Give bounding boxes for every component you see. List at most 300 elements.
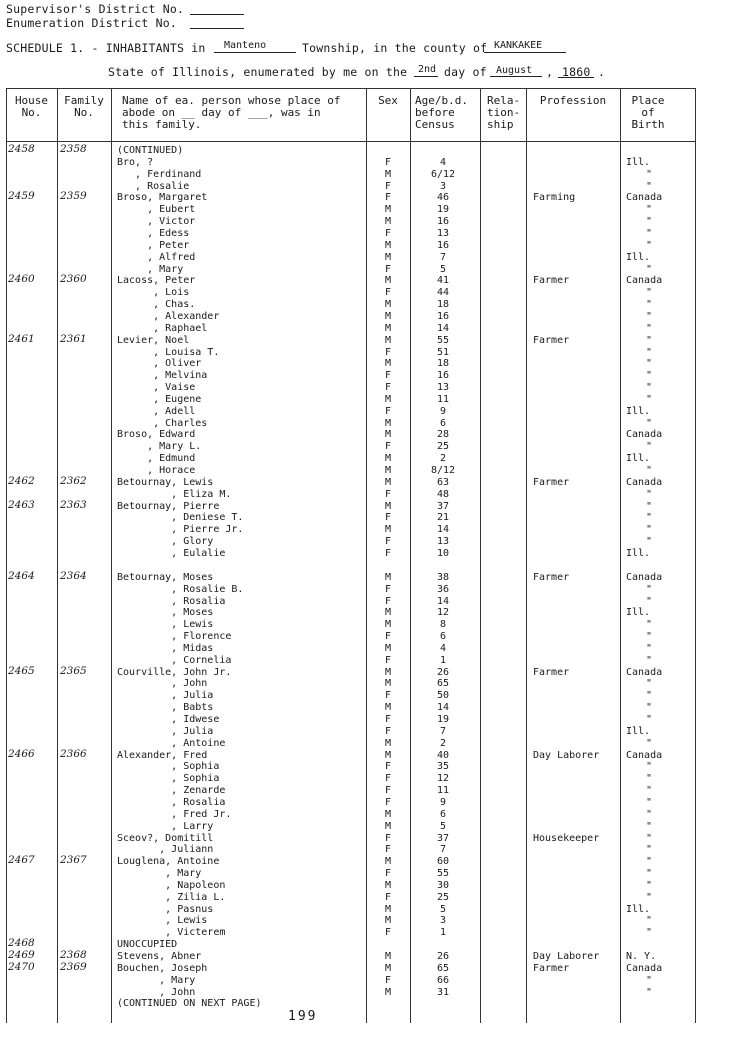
cell-age: 13 xyxy=(436,382,450,393)
cell-house: 2467 xyxy=(8,854,35,867)
cell-age: 18 xyxy=(436,358,450,370)
cell-age: 12 xyxy=(436,773,450,785)
cell-birth: " xyxy=(646,595,653,607)
cell-birth: " xyxy=(646,773,653,785)
cell-age: 2 xyxy=(439,737,447,749)
cell-house: 2459 xyxy=(8,190,35,203)
cell-sex: M xyxy=(384,334,392,346)
cell-name: , John xyxy=(117,986,196,998)
cell-name: , Florence xyxy=(117,631,232,642)
cell-house: 2458 xyxy=(8,143,35,155)
cell-age: 46 xyxy=(436,192,450,204)
cell-family: 2366 xyxy=(60,747,87,760)
year-comma: , xyxy=(546,65,554,79)
cell-sex: M xyxy=(384,275,392,287)
cell-birth: " xyxy=(646,263,653,275)
cell-birth: " xyxy=(646,642,653,654)
cell-name: , Victor xyxy=(117,216,196,228)
cell-sex: F xyxy=(384,725,392,737)
cell-sex: M xyxy=(384,607,392,619)
cell-birth: Ill. xyxy=(626,453,651,465)
cell-sex: F xyxy=(384,927,392,939)
cell-name: (CONTINUED) xyxy=(117,145,184,156)
cell-birth: " xyxy=(646,239,653,251)
col-divider-5 xyxy=(480,88,481,1023)
cell-sex: F xyxy=(384,370,392,382)
cell-birth: " xyxy=(646,204,653,216)
cell-house: 2460 xyxy=(8,273,35,286)
cell-age: 8/12 xyxy=(430,465,456,476)
cell-age: 7 xyxy=(439,725,447,737)
cell-age: 14 xyxy=(436,595,450,607)
cell-birth: " xyxy=(646,808,653,820)
cell-house: 2463 xyxy=(8,498,35,511)
cell-birth: " xyxy=(646,702,653,714)
cell-sex: M xyxy=(384,251,392,263)
cell-sex: M xyxy=(384,571,392,583)
cell-prof: Farmer xyxy=(533,571,570,583)
cell-age: 36 xyxy=(436,583,450,595)
cell-birth: " xyxy=(646,832,653,844)
cell-name: , Mary xyxy=(117,868,202,879)
cell-family: 2362 xyxy=(60,474,87,487)
month-underline xyxy=(490,76,542,77)
cell-sex: M xyxy=(384,299,392,311)
cell-age: 66 xyxy=(436,974,450,986)
cell-name: Louglena, Antoine xyxy=(117,856,220,868)
cell-age: 11 xyxy=(436,393,450,405)
cell-prof: Farmer xyxy=(533,962,570,974)
column-header-house: House No. xyxy=(14,94,49,119)
cell-birth: " xyxy=(646,488,653,500)
cell-age: 5 xyxy=(439,903,447,915)
cell-sex: M xyxy=(384,879,392,891)
cell-age: 2 xyxy=(439,453,447,465)
cell-birth: Canada xyxy=(626,571,663,583)
day-of-text: day of xyxy=(444,65,487,79)
cell-name: , Deniese T. xyxy=(117,512,244,524)
cell-birth: Canada xyxy=(626,275,663,287)
cell-age: 50 xyxy=(436,690,450,702)
col-divider-2 xyxy=(111,88,112,1023)
cell-family: 2360 xyxy=(60,273,87,286)
cell-name: , Rosalia xyxy=(117,796,226,808)
cell-birth: Ill. xyxy=(626,405,651,417)
cell-birth: " xyxy=(646,796,653,808)
cell-name: , Horace xyxy=(117,465,196,476)
cell-sex: M xyxy=(384,358,392,370)
cell-family: 2367 xyxy=(60,854,87,867)
cell-sex: M xyxy=(384,417,392,429)
cell-sex: M xyxy=(384,322,392,334)
cell-sex: F xyxy=(384,488,392,500)
cell-age: 9 xyxy=(439,796,447,808)
cell-birth: " xyxy=(646,820,653,832)
cell-name: , John xyxy=(117,678,208,690)
cell-prof: Farmer xyxy=(533,666,570,678)
county-underline xyxy=(484,52,566,53)
cell-name: Stevens, Abner xyxy=(117,951,202,962)
table-header-border xyxy=(6,141,695,142)
cell-birth: " xyxy=(646,654,653,666)
cell-name: , Peter xyxy=(117,239,190,251)
month-value: August xyxy=(496,65,533,76)
cell-birth: " xyxy=(646,631,653,642)
cell-birth: Ill. xyxy=(626,725,651,737)
cell-age: 5 xyxy=(439,263,447,275)
cell-birth: " xyxy=(646,168,653,180)
state-line: State of Illinois, enumerated by me on the xyxy=(108,65,408,79)
cell-sex: F xyxy=(384,595,392,607)
cell-sex: M xyxy=(384,986,392,998)
col-divider-7 xyxy=(620,88,621,1023)
cell-sex: F xyxy=(384,512,392,524)
page-number: 199 xyxy=(288,1009,318,1024)
cell-birth: " xyxy=(646,868,653,879)
cell-sex: M xyxy=(384,678,392,690)
column-header-age: Age/b.d. before Census xyxy=(415,94,468,131)
cell-sex: M xyxy=(384,465,392,476)
cell-age: 26 xyxy=(436,666,450,678)
cell-birth: N. Y. xyxy=(626,951,657,962)
cell-birth: Ill. xyxy=(626,251,651,263)
cell-birth: " xyxy=(646,393,653,405)
cell-age: 13 xyxy=(436,227,450,239)
cell-age: 7 xyxy=(439,251,447,263)
township-suffix: Township, in the county of xyxy=(302,41,488,55)
cell-sex: F xyxy=(384,844,392,856)
cell-name: , Alfred xyxy=(117,251,196,263)
cell-age: 14 xyxy=(436,524,450,536)
cell-age: 6/12 xyxy=(430,168,456,180)
cell-sex: F xyxy=(384,868,392,879)
cell-sex: F xyxy=(384,192,392,204)
township-underline xyxy=(214,52,296,53)
cell-age: 25 xyxy=(436,441,450,453)
cell-birth: " xyxy=(646,583,653,595)
cell-age: 60 xyxy=(436,856,450,868)
cell-birth: Ill. xyxy=(626,903,651,915)
cell-age: 25 xyxy=(436,891,450,903)
cell-name: , Rosalia xyxy=(117,595,226,607)
cell-name: , Mary L. xyxy=(117,441,202,453)
cell-name: , Sophia xyxy=(117,773,220,785)
cell-sex: F xyxy=(384,536,392,548)
year-underline xyxy=(558,77,594,78)
cell-age: 6 xyxy=(439,631,447,642)
cell-birth: " xyxy=(646,619,653,631)
cell-name: , Julia xyxy=(117,690,214,702)
cell-name: , Zilia L. xyxy=(117,891,226,903)
cell-birth: " xyxy=(646,287,653,299)
cell-age: 16 xyxy=(436,216,450,228)
year-value: 1860 xyxy=(562,65,591,79)
cell-age: 44 xyxy=(436,287,450,299)
cell-sex: F xyxy=(384,832,392,844)
cell-birth: " xyxy=(646,216,653,228)
cell-age: 16 xyxy=(436,239,450,251)
cell-name: , Babts xyxy=(117,702,214,714)
cell-sex: F xyxy=(384,761,392,773)
cell-name: , Julia xyxy=(117,725,214,737)
cell-name: Bouchen, Joseph xyxy=(117,962,208,974)
cell-age: 65 xyxy=(436,678,450,690)
county-value: KANKAKEE xyxy=(494,40,543,51)
cell-birth: " xyxy=(646,761,653,773)
cell-birth: Ill. xyxy=(626,607,651,619)
cell-name: , Mary xyxy=(117,263,184,275)
enumeration-district-blank xyxy=(190,28,244,29)
column-header-family: Family No. xyxy=(64,94,104,119)
cell-sex: M xyxy=(384,393,392,405)
cell-name: Betournay, Pierre xyxy=(117,500,220,512)
cell-sex: M xyxy=(384,500,392,512)
cell-age: 1 xyxy=(439,654,447,666)
table-top-border xyxy=(6,88,695,89)
cell-prof: Farmer xyxy=(533,334,570,346)
cell-age: 12 xyxy=(436,607,450,619)
cell-age: 14 xyxy=(436,322,450,334)
cell-birth: " xyxy=(646,974,653,986)
cell-birth: " xyxy=(646,915,653,927)
cell-age: 10 xyxy=(436,547,450,559)
cell-sex: M xyxy=(384,820,392,832)
cell-name: , Charles xyxy=(117,417,208,429)
cell-family: 2359 xyxy=(60,190,87,203)
cell-age: 13 xyxy=(436,536,450,548)
cell-birth: " xyxy=(646,310,653,322)
cell-sex: M xyxy=(384,524,392,536)
cell-age: 1 xyxy=(439,927,447,939)
cell-sex: M xyxy=(384,310,392,322)
cell-age: 4 xyxy=(439,642,447,654)
cell-age: 18 xyxy=(436,299,450,311)
cell-age: 65 xyxy=(436,962,450,974)
cell-name: , Edess xyxy=(117,227,190,239)
cell-name: Courville, John Jr. xyxy=(117,666,232,678)
cell-sex: F xyxy=(384,227,392,239)
cell-name: , Oliver xyxy=(117,358,202,370)
cell-sex: F xyxy=(384,346,392,358)
cell-birth: " xyxy=(646,500,653,512)
enumeration-district-label: Enumeration District No. xyxy=(6,16,177,30)
cell-sex: M xyxy=(384,168,392,180)
cell-family: 2365 xyxy=(60,664,87,677)
cell-sex: M xyxy=(384,476,392,488)
cell-age: 4 xyxy=(439,156,447,168)
cell-birth: Canada xyxy=(626,429,663,441)
cell-name: , Pasnus xyxy=(117,903,214,915)
cell-family: 2358 xyxy=(60,143,87,155)
cell-sex: M xyxy=(384,204,392,216)
cell-sex: M xyxy=(384,619,392,631)
cell-age: 19 xyxy=(436,204,450,216)
cell-birth: " xyxy=(646,417,653,429)
cell-name: , Chas. xyxy=(117,299,196,311)
cell-house: 2462 xyxy=(8,474,35,487)
cell-birth: " xyxy=(646,524,653,536)
cell-birth: " xyxy=(646,382,653,393)
col-divider-4 xyxy=(410,88,411,1023)
cell-name: , Melvina xyxy=(117,370,208,382)
cell-house: 2469 xyxy=(8,949,35,961)
cell-name: , Napoleon xyxy=(117,879,226,891)
township-value: Manteno xyxy=(224,40,267,51)
cell-name: Alexander, Fred xyxy=(117,749,208,761)
cell-birth: " xyxy=(646,844,653,856)
cell-house: 2465 xyxy=(8,664,35,677)
cell-family: 2361 xyxy=(60,332,87,345)
cell-age: 63 xyxy=(436,476,450,488)
cell-age: 31 xyxy=(436,986,450,998)
cell-birth: " xyxy=(646,856,653,868)
cell-birth: " xyxy=(646,737,653,749)
cell-age: 7 xyxy=(439,844,447,856)
cell-age: 28 xyxy=(436,429,450,441)
schedule-title: SCHEDULE 1. - INHABITANTS in xyxy=(6,41,206,55)
day-value: 2nd xyxy=(418,64,437,75)
cell-prof: Day Laborer xyxy=(533,951,600,962)
cell-name: Sceov?, Domitill xyxy=(117,832,214,844)
cell-sex: F xyxy=(384,405,392,417)
cell-age: 41 xyxy=(436,275,450,287)
cell-name: Betournay, Moses xyxy=(117,571,214,583)
cell-prof: Farmer xyxy=(533,476,570,488)
cell-name: , Rosalie xyxy=(117,180,190,192)
cell-name: , Eliza M. xyxy=(117,488,232,500)
cell-name: , Eulalie xyxy=(117,547,226,559)
cell-age: 8 xyxy=(439,619,447,631)
cell-sex: F xyxy=(384,263,392,275)
cell-age: 11 xyxy=(436,785,450,797)
cell-age: 51 xyxy=(436,346,450,358)
column-header-birthplace: Place of Birth xyxy=(631,94,665,131)
cell-age: 37 xyxy=(436,500,450,512)
cell-age: 40 xyxy=(436,749,450,761)
cell-age: 3 xyxy=(439,915,447,927)
col-divider-6 xyxy=(526,88,527,1023)
cell-prof: Farmer xyxy=(533,275,570,287)
cell-birth: " xyxy=(646,370,653,382)
cell-birth: " xyxy=(646,465,653,476)
cell-age: 6 xyxy=(439,417,447,429)
cell-birth: " xyxy=(646,927,653,939)
cell-sex: M xyxy=(384,239,392,251)
cell-birth: Canada xyxy=(626,749,663,761)
cell-family: 2363 xyxy=(60,498,87,511)
cell-birth: Canada xyxy=(626,192,663,204)
cell-prof: Housekeeper xyxy=(533,832,600,844)
cell-birth: " xyxy=(646,358,653,370)
cell-name: Levier, Noel xyxy=(117,334,190,346)
cell-age: 55 xyxy=(436,334,450,346)
cell-age: 37 xyxy=(436,832,450,844)
cell-name: , Mary xyxy=(117,974,196,986)
cell-sex: F xyxy=(384,690,392,702)
cell-name: , Juliann xyxy=(117,844,214,856)
cell-name: , Idwese xyxy=(117,714,220,725)
cell-sex: F xyxy=(384,785,392,797)
cell-name: (CONTINUED ON NEXT PAGE) xyxy=(117,998,262,1010)
cell-house: 2466 xyxy=(8,747,35,760)
end-period: . xyxy=(598,65,606,79)
cell-name: , Eubert xyxy=(117,204,196,216)
cell-age: 16 xyxy=(436,310,450,322)
cell-name: , Vaise xyxy=(117,382,196,393)
cell-age: 14 xyxy=(436,702,450,714)
cell-age: 21 xyxy=(436,512,450,524)
cell-name: , Lewis xyxy=(117,915,208,927)
cell-sex: M xyxy=(384,429,392,441)
cell-age: 48 xyxy=(436,488,450,500)
cell-name: , Victerem xyxy=(117,927,226,939)
cell-name: , Ferdinand xyxy=(117,168,202,180)
cell-birth: Canada xyxy=(626,476,663,488)
cell-name: , Rosalie B. xyxy=(117,583,244,595)
column-header-relationship: Rela- tion- ship xyxy=(487,94,521,131)
cell-sex: F xyxy=(384,547,392,559)
cell-house: 2464 xyxy=(8,569,35,582)
cell-name: , Larry xyxy=(117,820,214,832)
cell-sex: M xyxy=(384,216,392,228)
cell-name: , Lois xyxy=(117,287,190,299)
cell-birth: " xyxy=(646,180,653,192)
cell-sex: F xyxy=(384,180,392,192)
cell-age: 5 xyxy=(439,820,447,832)
cell-name: , Midas xyxy=(117,642,214,654)
cell-birth: " xyxy=(646,678,653,690)
cell-name: , Fred Jr. xyxy=(117,808,232,820)
cell-sex: M xyxy=(384,737,392,749)
cell-name: Broso, Edward xyxy=(117,429,196,441)
col-divider-1 xyxy=(57,88,58,1023)
cell-birth: " xyxy=(646,879,653,891)
cell-sex: F xyxy=(384,382,392,393)
cell-birth: " xyxy=(646,346,653,358)
cell-sex: M xyxy=(384,962,392,974)
cell-name: , Moses xyxy=(117,607,214,619)
cell-family: 2369 xyxy=(60,960,87,973)
cell-birth: " xyxy=(646,536,653,548)
cell-sex: M xyxy=(384,702,392,714)
cell-name: Betournay, Lewis xyxy=(117,476,214,488)
cell-name: , Zenarde xyxy=(117,785,226,797)
cell-name: , Antoine xyxy=(117,737,226,749)
cell-name: , Glory xyxy=(117,536,214,548)
cell-sex: M xyxy=(384,453,392,465)
cell-age: 6 xyxy=(439,808,447,820)
supervisor-district-blank xyxy=(190,14,244,15)
cell-name: , Lewis xyxy=(117,619,214,631)
cell-name: , Adell xyxy=(117,405,196,417)
cell-sex: M xyxy=(384,749,392,761)
cell-age: 19 xyxy=(436,714,450,725)
cell-age: 38 xyxy=(436,571,450,583)
cell-name: , Raphael xyxy=(117,322,208,334)
cell-sex: M xyxy=(384,856,392,868)
cell-birth: " xyxy=(646,986,653,998)
cell-name: , Alexander xyxy=(117,310,220,322)
cell-birth: " xyxy=(646,512,653,524)
cell-family: 2364 xyxy=(60,569,87,582)
cell-birth: " xyxy=(646,891,653,903)
cell-sex: F xyxy=(384,796,392,808)
cell-name: , Pierre Jr. xyxy=(117,524,244,536)
cell-sex: F xyxy=(384,714,392,725)
cell-age: 55 xyxy=(436,868,450,879)
cell-house: 2468 xyxy=(8,937,35,950)
cell-birth: " xyxy=(646,322,653,334)
